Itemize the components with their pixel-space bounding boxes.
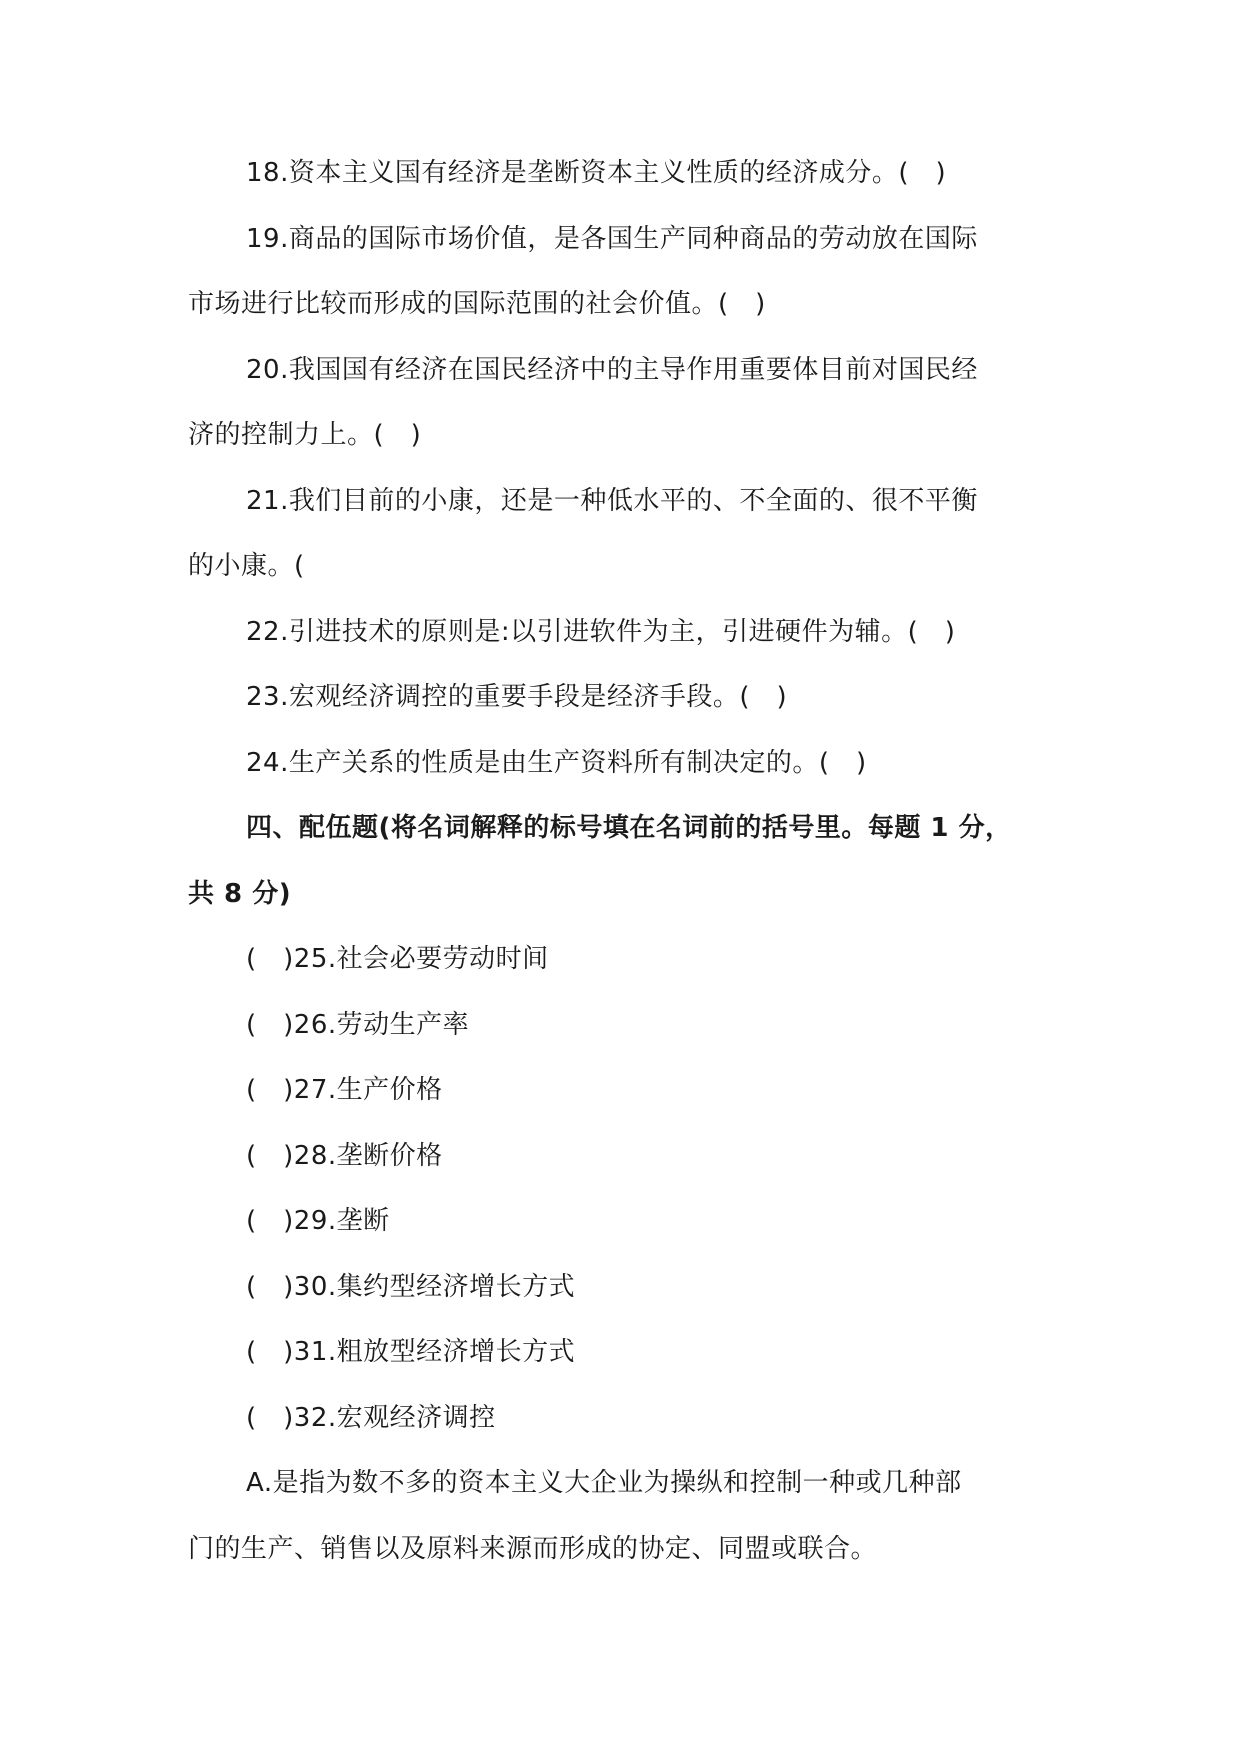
- answer-blank: ( ): [246, 1337, 294, 1367]
- matching-term: 30.集约型经济增长方式: [293, 1271, 576, 1302]
- answer-blank: ( ): [246, 1009, 294, 1040]
- section-four-heading-line1: 四、配伍题(将名词解释的标号填在名词前的括号里。每题 1 分，: [246, 813, 1012, 843]
- matching-item-29: [188, 1206, 1068, 1272]
- matching-item-28: [188, 1141, 1068, 1207]
- matching-term: 25.社会必要劳动时间: [293, 944, 549, 974]
- section-four-heading-line2: 共 8 分): [188, 878, 292, 909]
- matching-term: 31.粗放型经济增长方式: [293, 1337, 576, 1367]
- matching-term: 28.垄断价格: [293, 1140, 443, 1171]
- document-body: [188, 158, 1068, 1599]
- matching-item-30: [188, 1272, 1068, 1338]
- answer-blank: ( ): [246, 1140, 294, 1171]
- question-21-line1: 21.我们目前的小康，还是一种低水平的、不全面的、很不平衡: [246, 485, 978, 516]
- question-24: 24.生产关系的性质是由生产资料所有制决定的。( ): [246, 747, 867, 778]
- question-18: 18.资本主义国有经济是垄断资本主义性质的经济成分。( ): [246, 158, 947, 188]
- question-19-line1: 19.商品的国际市场价值，是各国生产同种商品的劳动放在国际: [246, 223, 978, 254]
- answer-blank: ( ): [246, 1402, 294, 1433]
- definition-a-line1: A.是指为数不多的资本主义大企业为操纵和控制一种或几种部: [246, 1468, 962, 1498]
- matching-item-26: [188, 1010, 1068, 1076]
- question-21-line2: 的小康。(: [188, 551, 305, 581]
- question-23: 23.宏观经济调控的重要手段是经济手段。( ): [246, 682, 788, 712]
- matching-term: 29.垄断: [293, 1206, 390, 1236]
- matching-item-27: [188, 1075, 1068, 1141]
- matching-item-31: [188, 1337, 1068, 1403]
- question-20-line1: 20.我国国有经济在国民经济中的主导作用重要体目前对国民经: [246, 354, 978, 385]
- answer-blank: ( ): [246, 1271, 294, 1302]
- matching-term: 32.宏观经济调控: [293, 1402, 496, 1433]
- matching-item-25: [188, 944, 1068, 1010]
- matching-item-32: [188, 1403, 1068, 1469]
- matching-term: 26.劳动生产率: [293, 1009, 470, 1040]
- definition-a-line2: 门的生产、销售以及原料来源而形成的协定、同盟或联合。: [188, 1533, 878, 1564]
- answer-blank: ( ): [246, 944, 294, 974]
- question-22: 22.引进技术的原则是:以引进软件为主，引进硬件为辅。( ): [246, 616, 956, 647]
- answer-blank: ( ): [246, 1206, 294, 1236]
- matching-term: 27.生产价格: [293, 1075, 443, 1105]
- answer-blank: ( ): [246, 1075, 294, 1105]
- question-20-line2: 济的控制力上。( ): [188, 420, 422, 450]
- question-19-line2: 市场进行比较而形成的国际范围的社会价值。( ): [188, 289, 766, 319]
